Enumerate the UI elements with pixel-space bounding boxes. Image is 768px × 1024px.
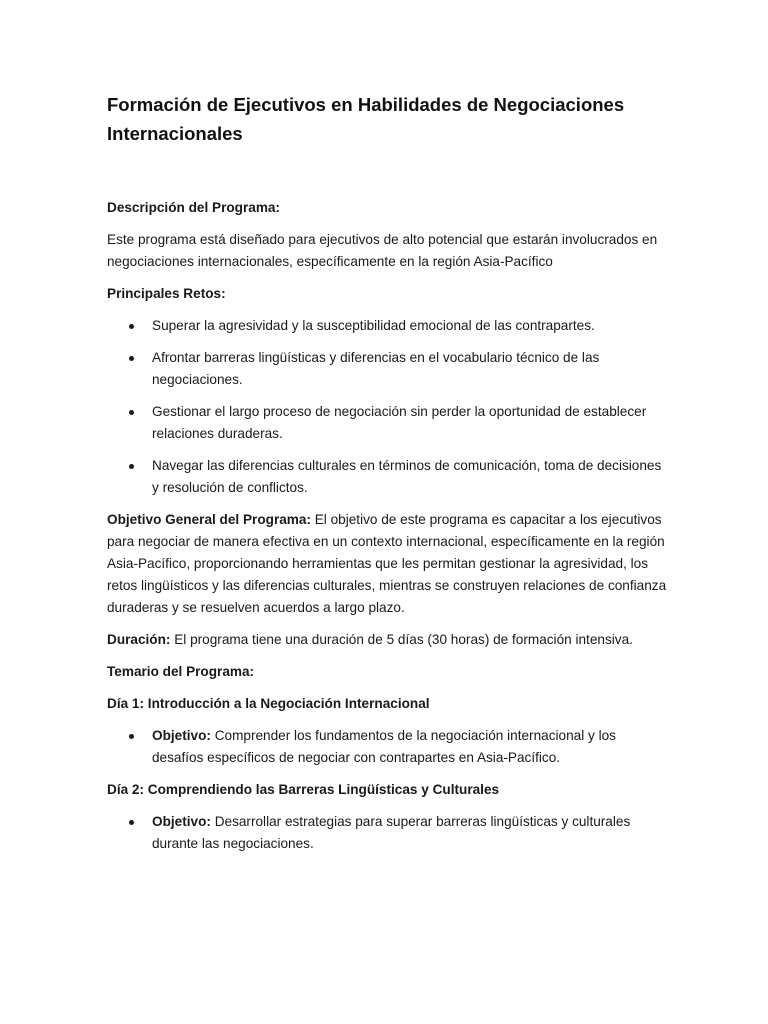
list-item: Navegar las diferencias culturales en términos de comunicación, toma de decisiones y resolución de conflictos. [107, 455, 667, 499]
dia-2-list [107, 811, 667, 855]
objetivo-general-label: Objetivo General del Programa: [107, 512, 311, 527]
list-item: Objetivo: Desarrollar estrategias para superar barreras lingüísticas y culturales durante las negociaciones. [107, 811, 667, 855]
duracion-label: Duración: [107, 632, 171, 647]
duracion-text: El programa tiene una duración de 5 días (30 horas) de formación intensiva. [170, 632, 633, 647]
descripcion-text: Este programa está diseñado para ejecutivos de alto potencial que estarán involucrados en negociaciones internacionales, específicamente en la región Asia-Pacífico [107, 232, 658, 269]
temario-heading: Temario del Programa: [107, 664, 255, 679]
dia-1-list [107, 725, 667, 769]
list-item: Superar la agresividad y la susceptibilidad emocional de las contrapartes. [107, 315, 667, 337]
list-item: Gestionar el largo proceso de negociación sin perder la oportunidad de establecer relaciones duraderas. [107, 401, 667, 445]
bullet-icon [129, 410, 134, 415]
bullet-icon [129, 464, 134, 469]
bullet-icon [129, 356, 134, 361]
descripcion-heading: Descripción del Programa: [107, 200, 280, 215]
bullet-icon [129, 820, 134, 825]
dia-2-title: Día 2: Comprendiendo las Barreras Lingüísticas y Culturales [107, 782, 500, 797]
bullet-icon [129, 734, 134, 739]
bullet-icon [129, 324, 134, 329]
document-body [107, 90, 667, 855]
list-item: Objetivo: Comprender los fundamentos de la negociación internacional y los desafíos específicos de negociar con contrapartes en Asia-Pacífico. [107, 725, 667, 769]
duracion-paragraph [107, 629, 667, 651]
list-item: Afrontar barreras lingüísticas y diferencias en el vocabulario técnico de las negociaciones. [107, 347, 667, 391]
objetivo-general-text: El objetivo de este programa es capacitar a los ejecutivos para negociar de manera efectiva en un contexto internacional, específicamente en la región Asia-Pacífico, proporcionando herramientas que les permitan gestionar la agresividad, los retos lingüísticos y las diferencias culturales, mientras se construyen relaciones de confianza duraderas y se resuelven acuerdos a largo plazo. [107, 512, 667, 615]
retos-list [107, 315, 667, 499]
objetivo-general-paragraph [107, 509, 667, 619]
retos-heading: Principales Retos: [107, 286, 226, 301]
document-title: Formación de Ejecutivos en Habilidades de Negociaciones Internacionales [107, 94, 625, 144]
dia-1-title: Día 1: Introducción a la Negociación Internacional [107, 696, 430, 711]
